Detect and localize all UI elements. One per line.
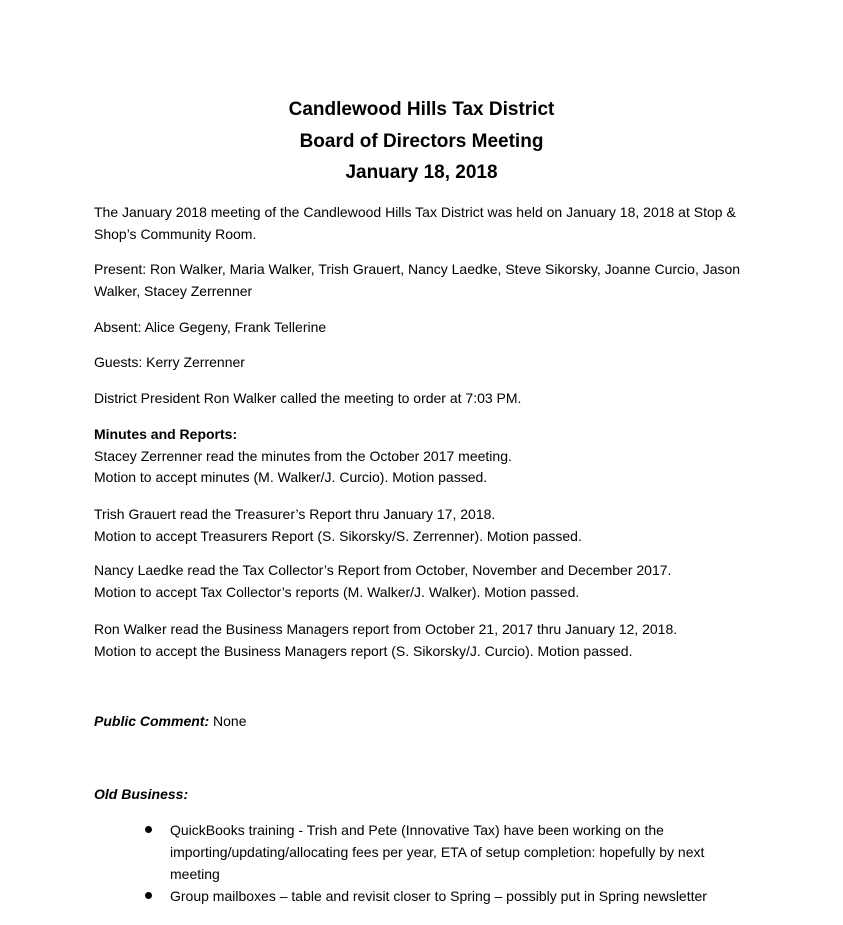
intro-paragraph: The January 2018 meeting of the Candlewood Hills Tax District was held on January 18, 2018 at Stop & Shop’s Community Room. — [94, 204, 736, 242]
business-manager-motion: Motion to accept the Business Managers report (S. Sikorsky/J. Curcio). Motion passed. — [94, 642, 633, 659]
old-business-item-mailboxes: Group mailboxes – table and revisit closer to Spring – possibly put in Spring newsletter — [170, 888, 707, 904]
tax-collector-line: Nancy Laedke read the Tax Collector’s Report from October, November and December 2017. — [94, 562, 672, 578]
list-item — [145, 819, 745, 885]
minutes-heading: Minutes and Reports: — [94, 426, 238, 442]
title-line-meeting: Board of Directors Meeting — [299, 130, 544, 152]
old-business-list — [145, 819, 745, 907]
business-manager-section — [94, 619, 754, 662]
minutes-section — [94, 424, 754, 489]
old-business-heading — [94, 784, 754, 806]
call-to-order-paragraph: District President Ron Walker called the meeting to order at 7:03 PM. — [94, 390, 522, 406]
treasurer-line: Trish Grauert read the Treasurer’s Report thru January 17, 2018. — [94, 506, 496, 522]
title-line-date: January 18, 2018 — [345, 162, 498, 183]
public-comment — [94, 711, 754, 733]
bullet-icon — [145, 892, 152, 899]
business-manager-line: Ron Walker read the Business Managers report from October 21, 2017 thru January 12, 2018. — [94, 621, 678, 637]
public-comment-label: Public Comment: — [94, 713, 210, 729]
treasurer-section — [94, 504, 754, 547]
tax-collector-motion: Motion to accept Tax Collector’s reports (M. Walker/J. Walker). Motion passed. — [94, 583, 580, 600]
old-business-item-quickbooks: QuickBooks training - Trish and Pete (Innovative Tax) have been working on the importing/updating/allocating fees per year, ETA of setup completion: hopefully by next meeting — [170, 822, 705, 882]
tax-collector-section — [94, 560, 754, 603]
title-line-district: Candlewood Hills Tax District — [288, 99, 555, 120]
old-business-heading-text: Old Business: — [94, 786, 189, 802]
present-paragraph: Present: Ron Walker, Maria Walker, Trish Grauert, Nancy Laedke, Steve Sikorsky, Joanne Curcio, Jason Walker, Stacey Zerrenner — [94, 261, 741, 299]
public-comment-value: None — [209, 713, 247, 729]
list-item — [145, 885, 745, 907]
document-title — [0, 94, 843, 189]
guests-paragraph: Guests: Kerry Zerrenner — [94, 354, 245, 370]
minutes-line: Stacey Zerrenner read the minutes from the October 2017 meeting. — [94, 447, 512, 464]
minutes-motion: Motion to accept minutes (M. Walker/J. Curcio). Motion passed. — [94, 469, 488, 485]
treasurer-motion: Motion to accept Treasurers Report (S. Sikorsky/S. Zerrenner). Motion passed. — [94, 527, 582, 544]
absent-paragraph: Absent: Alice Gegeny, Frank Tellerine — [94, 319, 327, 335]
bullet-icon — [145, 826, 152, 833]
